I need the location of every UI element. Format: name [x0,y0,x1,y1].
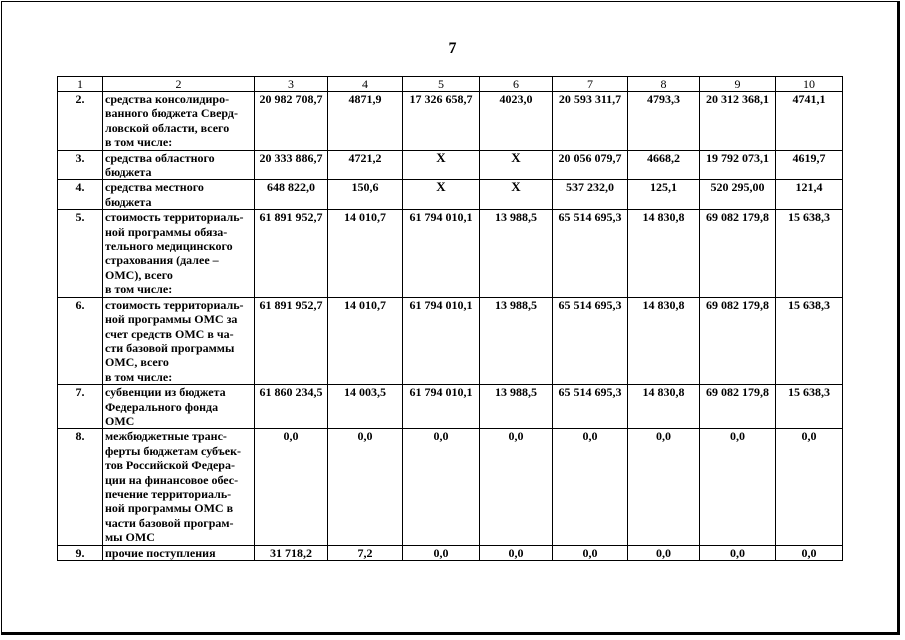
value-cell: 0,0 [776,429,843,545]
description-line: субвенции из бюджета [105,385,226,400]
row-number: 7. [58,385,103,429]
value-cell: 13 988,5 [480,297,553,384]
column-header: 2 [103,77,255,92]
value-cell: 65 514 695,3 [553,210,628,297]
description-line: сти базовой программы [105,340,235,355]
value-cell: 61 891 952,7 [255,210,328,297]
row-number: 8. [58,429,103,545]
description-line: прочие поступления [105,545,216,560]
value-cell: 19 792 073,1 [700,150,776,180]
description-line: бюджета [105,165,152,180]
value-cell: 0,0 [628,429,700,545]
value-cell: 7,2 [328,545,403,560]
value-cell: 14 010,7 [328,210,403,297]
budget-table [57,76,843,561]
table-row [58,385,843,429]
description-line: бюджета [105,194,152,209]
value-cell: X [403,180,480,210]
value-cell: 14 830,8 [628,297,700,384]
value-cell: 14 003,5 [328,385,403,429]
value-cell: 65 514 695,3 [553,297,628,384]
value-cell: 13 988,5 [480,385,553,429]
value-cell: 121,4 [776,180,843,210]
column-header: 4 [328,77,403,92]
value-cell: 0,0 [628,545,700,560]
value-cell: 61 860 234,5 [255,385,328,429]
value-cell: 4668,2 [628,150,700,180]
value-cell: 648 822,0 [255,180,328,210]
description-line: в том числе: [105,369,173,384]
table-header-row [58,77,843,92]
description-line: ной программы обяза- [105,224,228,239]
row-description [103,429,255,545]
value-cell: 69 082 179,8 [700,210,776,297]
description-line: ловской области, всего [105,120,230,135]
value-cell: 0,0 [403,429,480,545]
description-line: в том числе: [105,135,173,150]
value-cell: 20 056 079,7 [553,150,628,180]
description-line: ной программы ОМС за [105,312,238,327]
row-description [103,180,255,210]
value-cell: 61 794 010,1 [403,385,480,429]
value-cell: 15 638,3 [776,385,843,429]
value-cell: 13 988,5 [480,210,553,297]
value-cell: 4721,2 [328,150,403,180]
column-header: 8 [628,77,700,92]
value-cell: 15 638,3 [776,210,843,297]
description-line: стоимость территориаль- [105,297,244,312]
table-row [58,150,843,180]
value-cell: 0,0 [553,545,628,560]
description-line: ции на финансовое обес- [105,472,239,487]
row-number: 5. [58,210,103,297]
row-number: 2. [58,92,103,151]
value-cell: 69 082 179,8 [700,385,776,429]
row-number: 6. [58,297,103,384]
description-line: стоимость территориаль- [105,210,244,225]
value-cell: 65 514 695,3 [553,385,628,429]
value-cell: 537 232,0 [553,180,628,210]
row-description [103,92,255,151]
value-cell: 15 638,3 [776,297,843,384]
value-cell: 4871,9 [328,92,403,151]
value-cell: 0,0 [255,429,328,545]
description-line: ОМС), всего [105,267,173,282]
value-cell: 4023,0 [480,92,553,151]
table-row [58,180,843,210]
value-cell: 20 982 708,7 [255,92,328,151]
column-header: 1 [58,77,103,92]
column-header: 6 [480,77,553,92]
description-line: Федерального фонда [105,399,219,414]
value-cell: 14 830,8 [628,385,700,429]
table-row [58,545,843,560]
table-row [58,297,843,384]
row-number: 4. [58,180,103,210]
value-cell: 61 794 010,1 [403,297,480,384]
description-line: в том числе: [105,282,173,297]
value-cell: 150,6 [328,180,403,210]
table-row [58,429,843,545]
value-cell: 17 326 658,7 [403,92,480,151]
value-cell: 20 333 886,7 [255,150,328,180]
description-line: ванного бюджета Сверд- [105,106,238,121]
description-line: тов Российской Федера- [105,458,235,473]
description-line: средства областного [105,150,215,165]
value-cell: 0,0 [480,545,553,560]
row-number: 9. [58,545,103,560]
description-line: ной программы ОМС в [105,501,234,516]
value-cell: 0,0 [480,429,553,545]
value-cell: 0,0 [553,429,628,545]
column-header: 10 [776,77,843,92]
value-cell: 0,0 [776,545,843,560]
description-line: мы ОМС [105,530,155,545]
column-header: 9 [700,77,776,92]
description-line: счет средств ОМС в ча- [105,326,234,341]
row-description [103,385,255,429]
value-cell: 0,0 [328,429,403,545]
description-line: печение территориаль- [105,486,232,501]
value-cell: 4741,1 [776,92,843,151]
value-cell: 125,1 [628,180,700,210]
page-number: 7 [448,40,457,57]
value-cell: X [403,150,480,180]
value-cell: 14 830,8 [628,210,700,297]
row-description [103,545,255,560]
value-cell: 0,0 [700,429,776,545]
description-line: межбюджетные транс- [105,429,227,444]
description-line: ОМС, всего [105,355,169,370]
description-line: тельного медицинского [105,239,233,254]
value-cell: 61 794 010,1 [403,210,480,297]
description-line: средства консолидиро- [105,92,230,106]
table-row [58,92,843,151]
row-description [103,297,255,384]
description-line: средства местного [105,180,204,195]
description-line: ОМС [105,413,135,428]
description-line: части базовой програм- [105,515,234,530]
column-header: 5 [403,77,480,92]
column-header: 3 [255,77,328,92]
value-cell: 4793,3 [628,92,700,151]
column-header: 7 [553,77,628,92]
row-number: 3. [58,150,103,180]
value-cell: 4619,7 [776,150,843,180]
value-cell: 14 010,7 [328,297,403,384]
description-line: страхования (далее – [105,253,219,268]
value-cell: 20 593 311,7 [553,92,628,151]
row-description [103,210,255,297]
value-cell: 0,0 [700,545,776,560]
value-cell: X [480,150,553,180]
description-line: ферты бюджетам субъек- [105,443,241,458]
value-cell: X [480,180,553,210]
value-cell: 0,0 [403,545,480,560]
value-cell: 520 295,00 [700,180,776,210]
value-cell: 31 718,2 [255,545,328,560]
value-cell: 69 082 179,8 [700,297,776,384]
value-cell: 20 312 368,1 [700,92,776,151]
row-description [103,150,255,180]
table-row [58,210,843,297]
value-cell: 61 891 952,7 [255,297,328,384]
